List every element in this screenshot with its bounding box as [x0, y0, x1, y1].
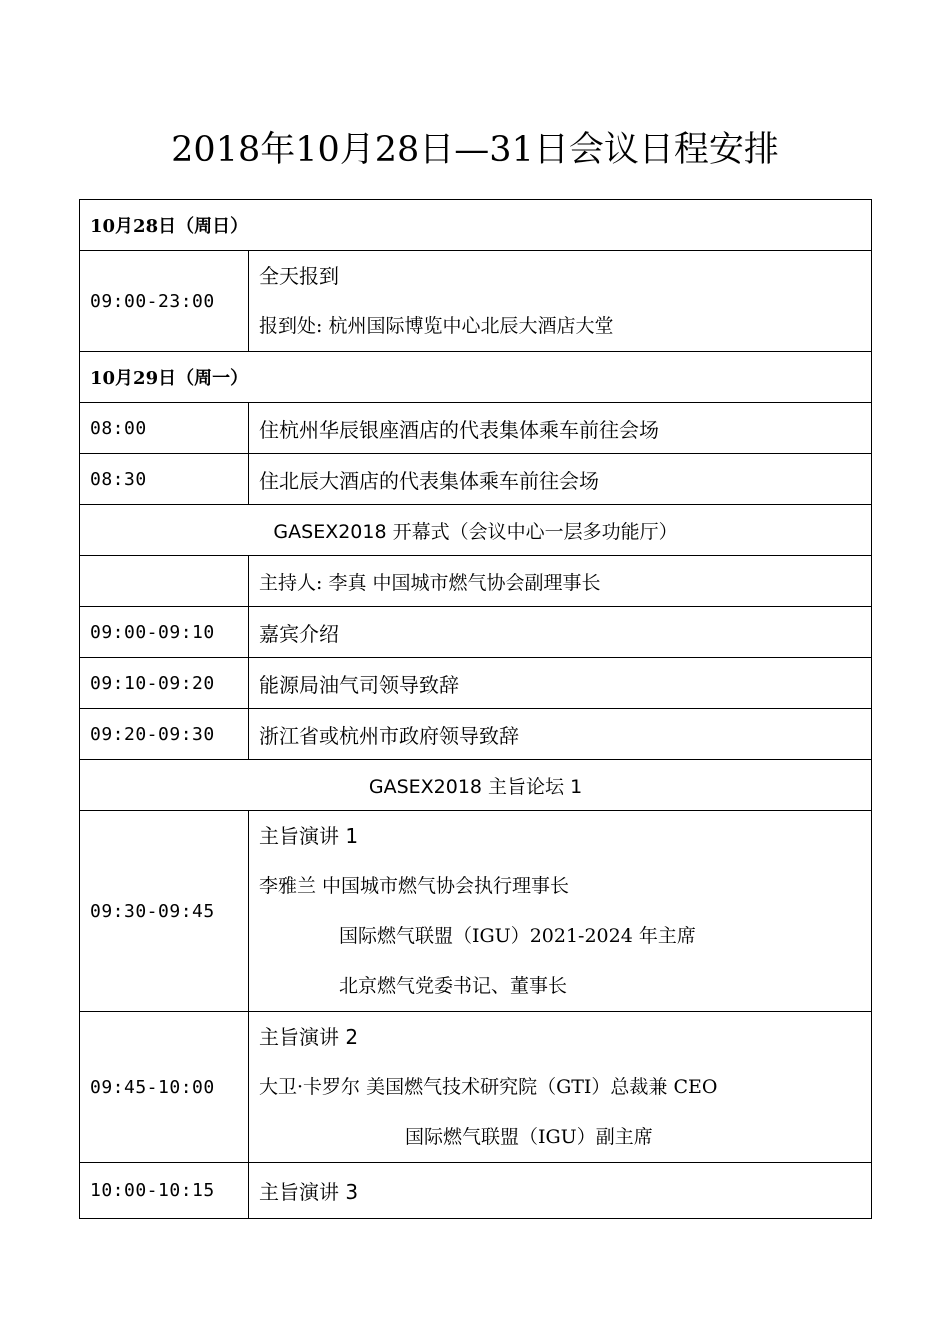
table-row [80, 251, 872, 352]
section-header-row [80, 760, 872, 811]
day-header: 10月29日（周一） [80, 352, 872, 403]
desc-cell: 浙江省或杭州市政府领导致辞 [249, 709, 872, 760]
time-cell: 10:00-10:15 [80, 1163, 249, 1219]
desc-cell: 嘉宾介绍 [249, 607, 872, 658]
speech-title: 主旨演讲 1 [259, 824, 359, 848]
table-row [80, 454, 872, 505]
table-row [80, 709, 872, 760]
desc-cell [249, 251, 872, 352]
table-row [80, 811, 872, 1012]
table-row [80, 1163, 872, 1219]
page-title: 2018年10月28日—31日会议日程安排 [171, 130, 779, 170]
time-cell-empty [80, 556, 249, 607]
speaker-line: 大卫·卡罗尔 美国燃气技术研究院（GTI）总裁兼 CEO [259, 1076, 718, 1098]
time-cell: 09:10-09:20 [80, 658, 249, 709]
section-header: GASEX2018 主旨论坛 1 [80, 760, 872, 811]
table-row [80, 658, 872, 709]
day-header-row [80, 200, 872, 251]
time-cell: 09:45-10:00 [80, 1012, 249, 1163]
desc-cell: 住北辰大酒店的代表集体乘车前往会场 [249, 454, 872, 505]
desc-cell: 能源局油气司领导致辞 [249, 658, 872, 709]
table-row [80, 607, 872, 658]
time-cell: 09:00-23:00 [80, 251, 249, 352]
speaker-line: 国际燃气联盟（IGU）副主席 [405, 1126, 653, 1148]
desc-cell: 住杭州华辰银座酒店的代表集体乘车前往会场 [249, 403, 872, 454]
time-cell: 09:20-09:30 [80, 709, 249, 760]
speech-title: 主旨演讲 2 [259, 1025, 359, 1049]
time-cell: 08:30 [80, 454, 249, 505]
speech-title: 主旨演讲 3 [249, 1163, 872, 1219]
day-header: 10月28日（周日） [80, 200, 872, 251]
section-header-row [80, 505, 872, 556]
speaker-line: 李雅兰 中国城市燃气协会执行理事长 [259, 875, 570, 897]
registration-title: 全天报到 [259, 264, 339, 288]
table-row [80, 556, 872, 607]
time-cell: 08:00 [80, 403, 249, 454]
desc-cell [249, 811, 872, 1012]
speaker-line: 北京燃气党委书记、董事长 [339, 975, 568, 997]
schedule-table [79, 199, 872, 1219]
time-cell: 09:00-09:10 [80, 607, 249, 658]
table-row [80, 403, 872, 454]
time-cell: 09:30-09:45 [80, 811, 249, 1012]
registration-location: 报到处: 杭州国际博览中心北辰大酒店大堂 [259, 315, 614, 337]
day-header-row [80, 352, 872, 403]
table-row [80, 1012, 872, 1163]
host-cell: 主持人: 李真 中国城市燃气协会副理事长 [249, 556, 872, 607]
speaker-line: 国际燃气联盟（IGU）2021-2024 年主席 [339, 925, 696, 947]
section-header: GASEX2018 开幕式（会议中心一层多功能厅） [80, 505, 872, 556]
desc-cell [249, 1012, 872, 1163]
